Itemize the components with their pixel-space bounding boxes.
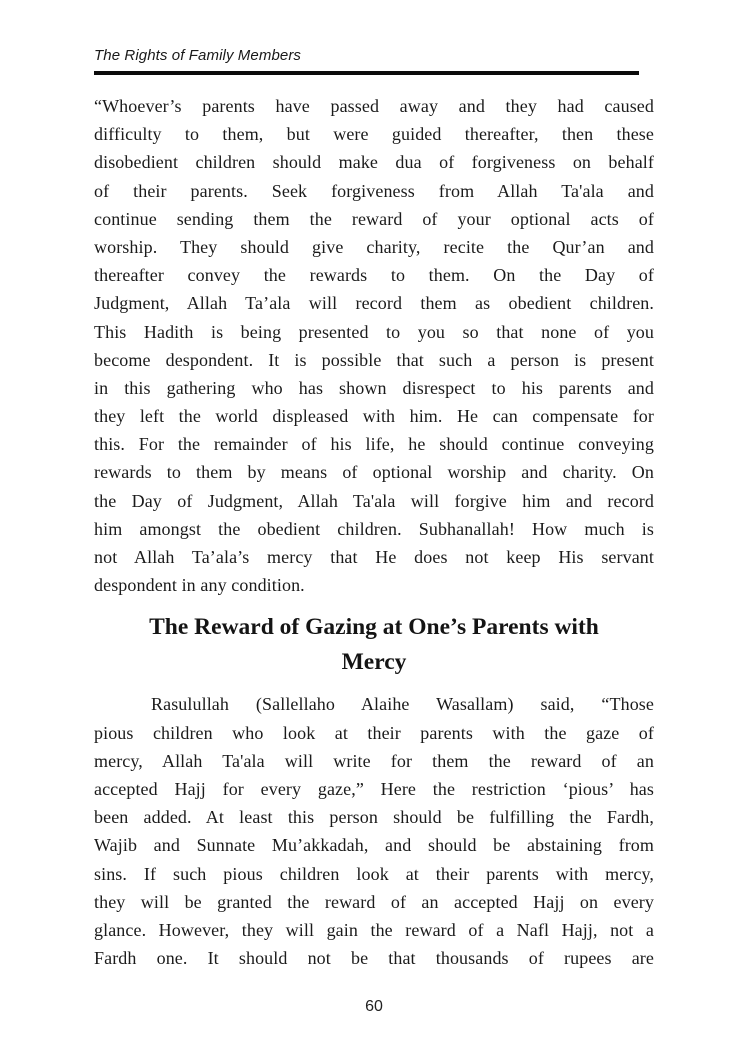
section-heading-line-1: The Reward of Gazing at One’s Parents with bbox=[149, 614, 599, 641]
body-text-line: him amongst the obedient children. Subhanallah! How much is bbox=[94, 518, 654, 539]
page-column bbox=[94, 0, 654, 1016]
body-text-line: they left the world displeased with him. He can compensate for bbox=[94, 406, 654, 427]
paragraph-2 bbox=[94, 690, 654, 972]
body-text-line: the Day of Judgment, Allah Ta'ala will forgive him and record bbox=[94, 490, 654, 511]
body-text-line: “Whoever’s parents have passed away and they had caused bbox=[94, 96, 654, 116]
page-number: 60 bbox=[365, 998, 383, 1016]
body-text-line: difficulty to them, but were guided thereafter, then these bbox=[94, 124, 654, 145]
body-text-line: worship. They should give charity, recite the Qur’an and bbox=[94, 236, 654, 257]
body-text-line: thereafter convey the rewards to them. On the Day of bbox=[94, 265, 654, 286]
body-text-line: this. For the remainder of his life, he should continue conveying bbox=[94, 434, 654, 455]
body-text-line: rewards to them by means of optional worship and charity. On bbox=[94, 462, 654, 483]
body-text-line: Wajib and Sunnate Mu’akkadah, and should be abstaining from bbox=[94, 835, 654, 856]
section-heading bbox=[94, 610, 654, 680]
body-text-line: pious children who look at their parents with the gaze of bbox=[94, 722, 654, 743]
header-rule bbox=[94, 71, 639, 75]
body-text-line: of their parents. Seek forgiveness from Allah Ta'ala and bbox=[94, 180, 654, 201]
body-text-line: Rasulullah (Sallellaho Alaihe Wasallam) said, “Those bbox=[151, 694, 654, 715]
section-heading-line-2: Mercy bbox=[341, 649, 407, 676]
body-text-line: not Allah Ta’ala’s mercy that He does not keep His servant bbox=[94, 547, 654, 567]
body-text-line: mercy, Allah Ta'ala will write for them the reward of an bbox=[94, 750, 654, 771]
body-text-line: continue sending them the reward of your optional acts of bbox=[94, 208, 654, 229]
body-text-line: sins. If such pious children look at their parents with mercy, bbox=[94, 863, 654, 884]
body-text-line: Fardh one. It should not be that thousands of rupees are bbox=[94, 948, 654, 969]
body-text-line: Judgment, Allah Ta’ala will record them as obedient children. bbox=[94, 293, 654, 314]
body-text-line: disobedient children should make dua of forgiveness on behalf bbox=[94, 152, 654, 173]
paragraph-1 bbox=[94, 92, 654, 599]
body-text-line: they will be granted the reward of an accepted Hajj on every bbox=[94, 891, 654, 912]
body-text-line: glance. However, they will gain the reward of a Nafl Hajj, not a bbox=[94, 919, 654, 940]
body-text-line: despondent in any condition. bbox=[94, 575, 305, 596]
body-text-line: in this gathering who has shown disrespect to his parents and bbox=[94, 377, 654, 398]
running-header-title: The Rights of Family Members bbox=[94, 47, 302, 64]
body-text-line: become despondent. It is possible that such a person is present bbox=[94, 349, 654, 370]
body-text-line: accepted Hajj for every gaze,” Here the restriction ‘pious’ has bbox=[94, 778, 654, 799]
body-text-line: been added. At least this person should be fulfilling the Fardh, bbox=[94, 807, 654, 828]
body-text-line: This Hadith is being presented to you so that none of you bbox=[94, 321, 654, 342]
